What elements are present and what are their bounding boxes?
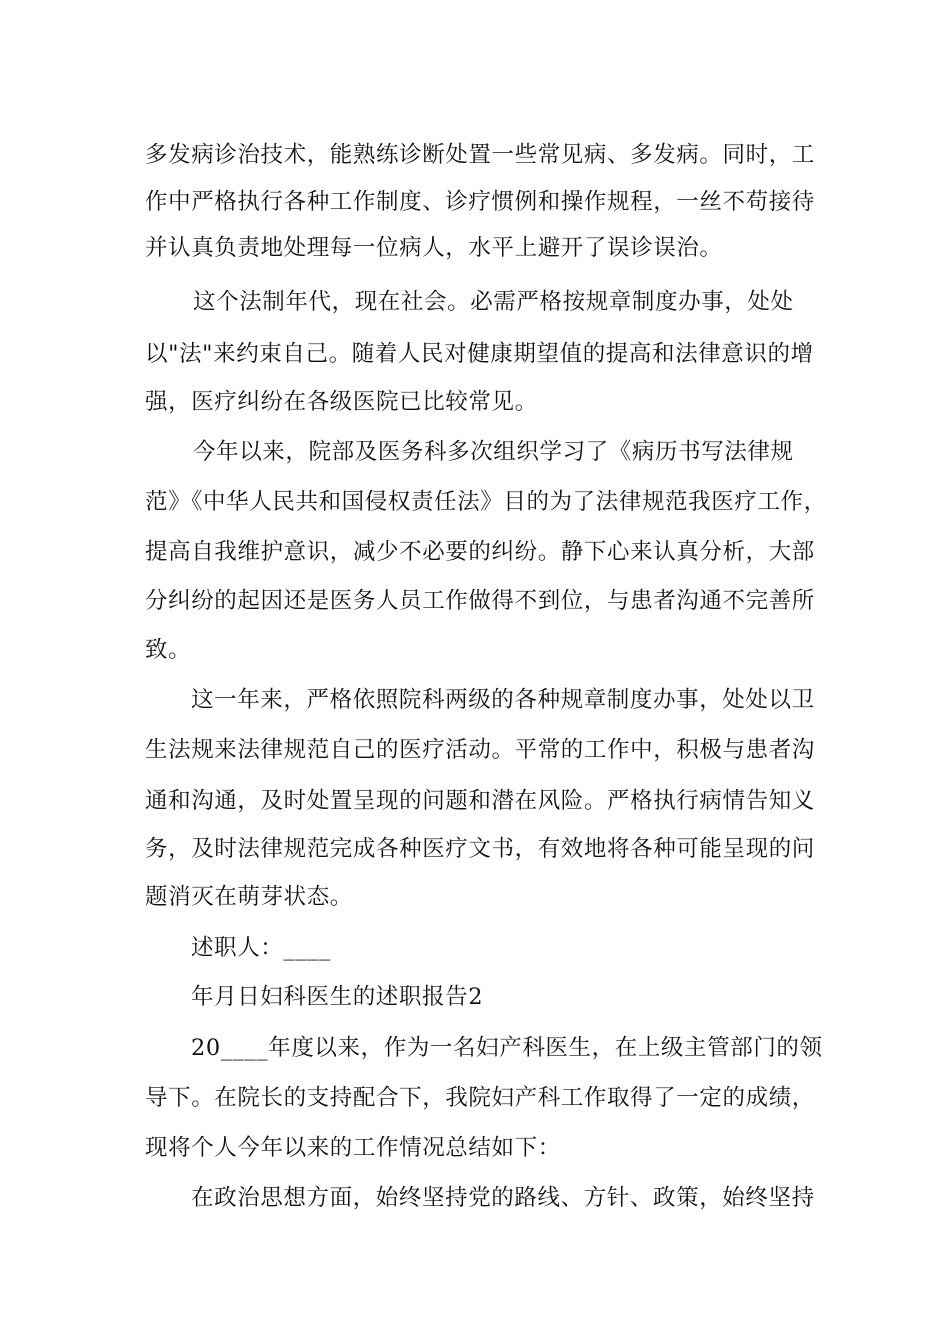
text-line: 在政治思想方面，始终坚持党的路线、方针、政策，始终坚持	[191, 1185, 815, 1211]
text-line: 提高自我维护意识，减少不必要的纠纷。静下心来认真分析，大部	[145, 539, 815, 565]
text-line: 这一年来，严格依照院科两级的各种规章制度办事，处处以卫	[191, 687, 815, 713]
text-line: 务，及时法律规范完成各种医疗文书，有效地将各种可能呈现的问	[145, 836, 815, 862]
text-line: 多发病诊治技术，能熟练诊断处置一些常见病、多发病。同时，工	[145, 142, 815, 168]
text-line: 导下。在院长的支持配合下，我院妇产科工作取得了一定的成绩，	[145, 1085, 815, 1111]
text-line: 分纠纷的起因还是医务人员工作做得不到位，与患者沟通不完善所	[145, 588, 815, 614]
text-line: 通和沟通，及时处置呈现的问题和潜在风险。严格执行病情告知义	[145, 788, 815, 814]
text-line: 生法规来法律规范自己的医疗活动。平常的工作中，积极与患者沟	[145, 737, 815, 763]
text-line: 致。	[145, 637, 192, 663]
text-line: 并认真负责地处理每一位病人，水平上避开了误诊误治。	[145, 235, 723, 261]
text-line: 这个法制年代，现在社会。必需严格按规章制度办事，处处	[193, 289, 794, 315]
signature-line: 述职人：____	[191, 935, 331, 961]
text-line: 范》《中华人民共和国侵权责任法》目的为了法律规范我医疗工作，	[145, 489, 827, 515]
text-line: 20____年度以来，作为一名妇产科医生，在上级主管部门的领	[191, 1035, 823, 1061]
text-line: 现将个人今年以来的工作情况总结如下：	[145, 1135, 561, 1161]
section-heading: 年月日妇科医生的述职报告2	[191, 984, 484, 1010]
text-line: 强，医疗纠纷在各级医院已比较常见。	[145, 389, 538, 415]
text-line: 以"法"来约束自己。随着人民对健康期望值的提高和法律意识的增	[145, 341, 814, 367]
text-line: 今年以来，院部及医务科多次组织学习了《病历书写法律规	[193, 439, 794, 465]
text-line: 作中严格执行各种工作制度、诊疗惯例和操作规程，一丝不苟接待	[145, 189, 815, 215]
text-line: 题消灭在萌芽状态。	[145, 884, 353, 910]
